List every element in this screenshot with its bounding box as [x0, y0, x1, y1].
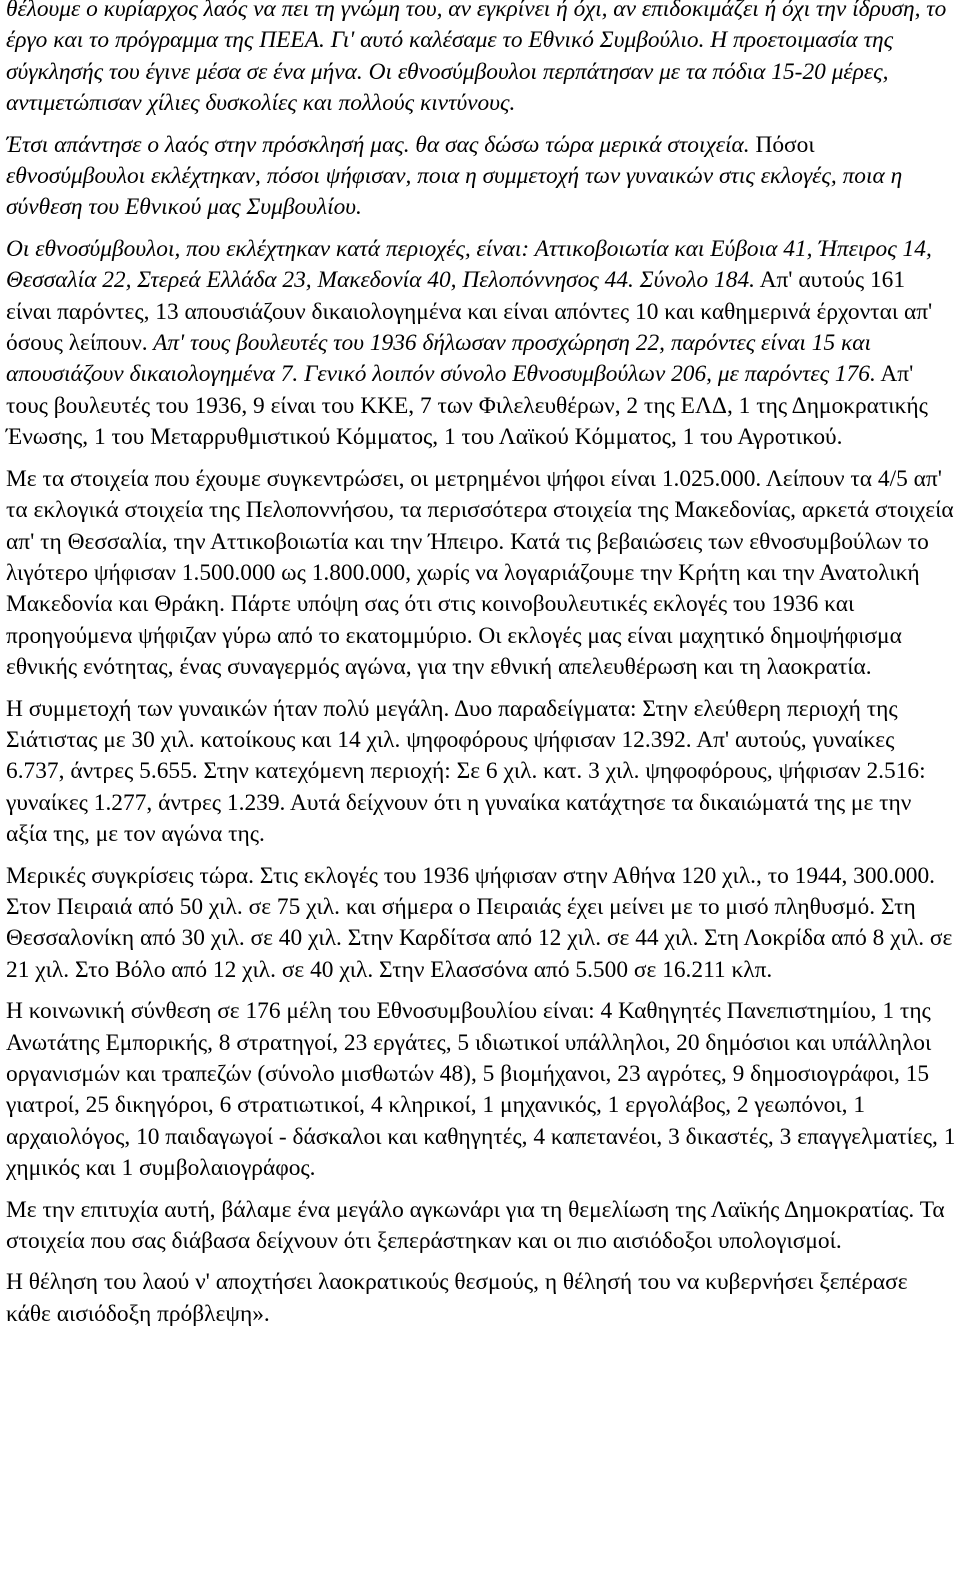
paragraph	[6, 694, 956, 851]
paragraph	[6, 1267, 956, 1330]
paragraph-text: Πόσοι	[749, 131, 815, 158]
paragraph	[6, 996, 956, 1184]
paragraph	[6, 464, 956, 684]
paragraph	[6, 0, 956, 120]
paragraph-text: Απ' αυτούς 161 είναι παρόντες, 13 απουσιάζουν δικαιολογημένα και είναι απόντες 10 και καθημερινά έρχονται απ' όσους λείπουν.	[6, 267, 933, 357]
paragraph-text: Η θέληση του λαού ν' αποχτήσει λαοκρατικούς θεσμούς, η θέλησή του να κυβερνήσει ξεπέρασε κάθε αισιόδοξη πρόβλεψη».	[6, 1269, 908, 1327]
paragraph-text: Οι εθνοσύμβουλοι, που εκλέχτηκαν κατά περιοχές, είναι: Αττικοβοιωτία και Εύβοια 41, Ήπειρος 14, Θεσσαλία 22, Στερεά Ελλάδα 23, Μακεδονία 40, Πελοπόννησος 44. Σύνολο 184.	[6, 235, 932, 294]
paragraph-text: Απ' τους βουλευτές του 1936 δήλωσαν προσχώρηση 22, παρόντες είναι 15 και απουσιάζουν δικαιολογημένα 7. Γενικό λοιπόν σύνολο Εθνοσυμβούλων 206, με παρόντες 176.	[6, 330, 876, 388]
paragraph-text: Έτσι απάντησε ο λαός στην πρόσκλησή μας. θα σας δώσω τώρα μερικά στοιχεία.	[6, 131, 750, 158]
document-body	[6, 0, 956, 1340]
paragraph-text: Η κοινωνική σύνθεση σε 176 μέλη του Εθνοσυμβουλίου είναι: 4 Καθηγητές Πανεπιστημίου, 1 της Ανωτάτης Εμπορικής, 8 στρατηγοί, 23 εργάτες, 5 ιδιωτικοί υπάλληλοι, 20 δημόσιοι και υπάλληλοι οργανισμών και τραπεζών (σύνολο μισθωτών 48), 5 βιομήχανοι, 23 αγρότες, 9 δημοσιογράφοι, 15 γιατροί, 25 δικηγόροι, 6 στρατιωτικοί, 4 κληρικοί, 1 μηχανικός, 1 εργολάβος, 2 γεωπόνοι, 1 αρχαιολόγος, 10 παιδαγωγοί - δάσκαλοι και καθηγητές, 4 καπετανέοι, 3 δικαστές, 3 επαγγελματίες, 1 χημικός και 1 συμβολαιογράφος.	[6, 998, 956, 1182]
paragraph-text: Με την επιτυχία αυτή, βάλαμε ένα μεγάλο αγκωνάρι για τη θεμελίωση της Λαϊκής Δημοκρατίας. Τα στοιχεία που σας διάβασα δείχνουν ότι ξεπεράστηκαν και οι πιο αισιόδοξοι υπολογισμοί.	[6, 1196, 945, 1255]
paragraph-text: Η συμμετοχή των γυναικών ήταν πολύ μεγάλη. Δυο παραδείγματα: Στην ελεύθερη περιοχή της Σιάτιστας με 30 χιλ. κατοίκους και 14 χιλ. ψηφοφόρους ψήφισαν 12.392. Απ' αυτούς, γυναίκες 6.737, άντρες 5.655. Στην κατεχόμενη περιοχή: Σε 6 χιλ. κατ. 3 χιλ. ψηφοφόρους, ψήφισαν 2.516: γυναίκες 1.277, άντρες 1.239. Αυτά δείχνουν ότι η γυναίκα κατάχτησε τα δικαιώματά της με την αξία της, με τον αγώνα της.	[6, 695, 926, 848]
paragraph-text: Μερικές συγκρίσεις τώρα. Στις εκλογές του 1936 ψήφισαν στην Αθήνα 120 χιλ., το 1944, 300.000. Στον Πειραιά από 50 χιλ. σε 75 χιλ. και σήμερα ο Πειραιάς έχει μείνει με το μισό πληθυσμό. Στη Θεσσαλονίκη από 30 χιλ. σε 40 χιλ. Στην Καρδίτσα από 12 χιλ. σε 44 χιλ. Στη Λοκρίδα από 8 χιλ. σε 21 χιλ. Στο Βόλο από 12 χιλ. σε 40 χιλ. Στην Ελασσόνα από 5.500 σε 16.211 κλπ.	[6, 862, 953, 983]
paragraph-text: Με τα στοιχεία που έχουμε συγκεντρώσει, οι μετρημένοι ψήφοι είναι 1.025.000. Λείπουν τα 4/5 απ' τα εκλογικά στοιχεία της Πελοποννήσου, τα περισσότερα στοιχεία της Μακεδονίας, αρκετά στοιχεία απ' τη Θεσσαλία, την Αττικοβοιωτία και την Ήπειρο. Κατά τις βεβαιώσεις των εθνοσυμβούλων το λιγότερο ψήφισαν 1.500.000 ως 1.800.000, χωρίς να λογαριάζουμε την Κρήτη και την Ανατολική Μακεδονία και Θράκη. Πάρτε υπόψη σας ότι στις κοινοβουλευτικές εκλογές του 1936 και προηγούμενα ψήφιζαν γύρω από το εκατομμύριο. Οι εκλογές μας είναι μαχητικό δημοψήφισμα εθνικής ενότητας, ένας συναγερμός αγώνα, για την εθνική απελευθέρωση και τη λαοκρατία.	[6, 465, 954, 681]
paragraph	[6, 130, 956, 224]
paragraph-text: θέλουμε ο κυρίαρχος λαός να πει τη γνώμη του, αν εγκρίνει ή όχι, αν επιδοκιμάζει ή όχι την ίδρυση, το έργο και το πρόγραμμα της ΠΕΕΑ. Γι' αυτό καλέσαμε το Εθνικό Συμβούλιο. Η προετοιμασία της σύγκλησής του έγινε μέσα σε ένα μήνα. Οι εθνοσύμβουλοι περπάτησαν με τα πόδια 15-20 μέρες, αντιμετώπισαν χίλιες δυσκολίες και πολλούς κιντύνους.	[6, 0, 947, 117]
paragraph	[6, 234, 956, 454]
paragraph-text: εθνοσύμβουλοι εκλέχτηκαν, πόσοι ψήφισαν, ποια η συμμετοχή των γυναικών στις εκλογές, ποια η σύνθεση του Εθνικού μας Συμβουλίου.	[6, 163, 903, 221]
paragraph	[6, 1195, 956, 1258]
paragraph-text: Απ' τους βουλευτές του 1936, 9 είναι του ΚΚΕ, 7 των Φιλελευθέρων, 2 της ΕΛΔ, 1 της Δημοκρατικής Ένωσης, 1 του Μεταρρυθμιστικού Κόμματος, 1 του Λαϊκού Κόμματος, 1 του Αγροτικού.	[6, 361, 928, 451]
paragraph	[6, 861, 956, 987]
